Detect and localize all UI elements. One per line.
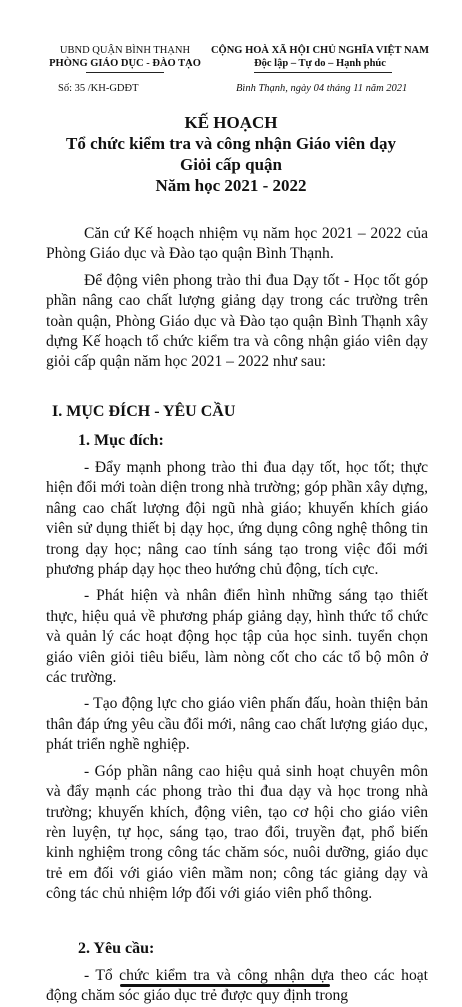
nation-name: CỘNG HOÀ XÃ HỘI CHỦ NGHĨA VIỆT NAM [210, 45, 430, 56]
purpose-bullets [46, 458, 428, 905]
national-motto [196, 44, 444, 70]
purpose-bullet-1: - Đẩy mạnh phong trào thi đua dạy tốt, học tốt; thực hiện đổi mới toàn diện trong nhà trường; góp phần xây dựng, nâng cao chất lượng đội ngũ nhà giáo; khuyến khích giáo viên sử dụng thiết bị dạy học, ứng dụng công nghệ thông tin trong dạy học; nâng cao tính sáng tạo trong việc đổi mới phương pháp dạy học theo hướng chủ động, tích cực. [46, 459, 428, 579]
intro-paragraph-2: Để động viên phong trào thi đua Dạy tốt - Học tốt góp phần nâng cao chất lượng giảng dạy trong các trường trên toàn quận, Phòng Giáo dục và Đào tạo quận Bình Thạnh xây dựng Kế hoạch tổ chức kiểm tra và công nhận giáo viên dạy giỏi cấp quận năm học 2021 – 2022 như sau: [46, 271, 428, 371]
requirement-bullet-1: - Tổ chức kiểm tra và công nhận dựa theo các hoạt động chăm sóc giáo dục trẻ được quy định trong [46, 967, 428, 1005]
title-line-3: Giỏi cấp quận [179, 155, 283, 174]
motto: Độc lập – Tự do – Hạnh phúc [254, 58, 386, 69]
section-heading: I. MỤC ĐÍCH - YÊU CẦU [52, 403, 236, 420]
agency-underline [86, 72, 164, 73]
purpose-bullet-4: - Góp phần nâng cao hiệu quả sinh hoạt chuyên môn và đẩy mạnh các phong trào thi đua dạy và học trong nhà trường; khuyến khích, động viên, tạo cơ hội cho giáo viên rèn luyện, tự học, sáng tạo, trao đổi, truyền đạt, phổ biến kinh nghiệm trong công tác chăm sóc, nuôi dưỡng, giáo dục trẻ em đối với giáo viên mầm non; công tác giảng dạy và công tác chủ nhiệm lớp đối với giáo viên phổ thông. [46, 762, 428, 903]
purpose-bullet-2: - Phát hiện và nhân điển hình những sáng tạo thiết thực, hiệu quả về phương pháp giảng dạy, hình thức tổ chức và quản lý các hoạt động học tập của học sinh. tuyển chọn giáo viên giỏi tiêu biểu, làm nòng cốt cho các tổ bộ môn ở các trường. [46, 587, 428, 687]
motto-underline [254, 72, 392, 73]
title-line-1: KẾ HOẠCH [184, 113, 278, 132]
intro-paragraph-1: Căn cứ Kế hoạch nhiệm vụ năm học 2021 – 2022 của Phòng Giáo dục và Đào tạo quận Bình Thạnh. [46, 225, 428, 263]
place-date: Bình Thạnh, ngày 04 tháng 11 năm 2021 [236, 83, 408, 94]
document-number: Số: 35 /KH-GDĐT [58, 83, 139, 94]
intro-text [46, 224, 428, 373]
document-title [0, 112, 462, 196]
title-line-2: Tổ chức kiểm tra và công nhận Giáo viên dạy [66, 134, 396, 153]
hand-underline-mark [120, 984, 330, 987]
subsection-requirements: 2. Yêu cầu: [78, 940, 155, 957]
agency-name: PHÒNG GIÁO DỤC - ĐÀO TẠO [49, 58, 201, 69]
issuing-agency [40, 44, 210, 70]
title-line-4: Năm học 2021 - 2022 [155, 176, 307, 195]
agency-parent: UBND QUẬN BÌNH THẠNH [59, 45, 191, 56]
purpose-bullet-3: - Tạo động lực cho giáo viên phấn đấu, hoàn thiện bản thân đáp ứng yêu cầu đổi mới, nâng cao chất lượng giáo dục, phát triển nghề nghiệp. [46, 695, 428, 754]
subsection-purpose: 1. Mục đích: [78, 432, 164, 449]
